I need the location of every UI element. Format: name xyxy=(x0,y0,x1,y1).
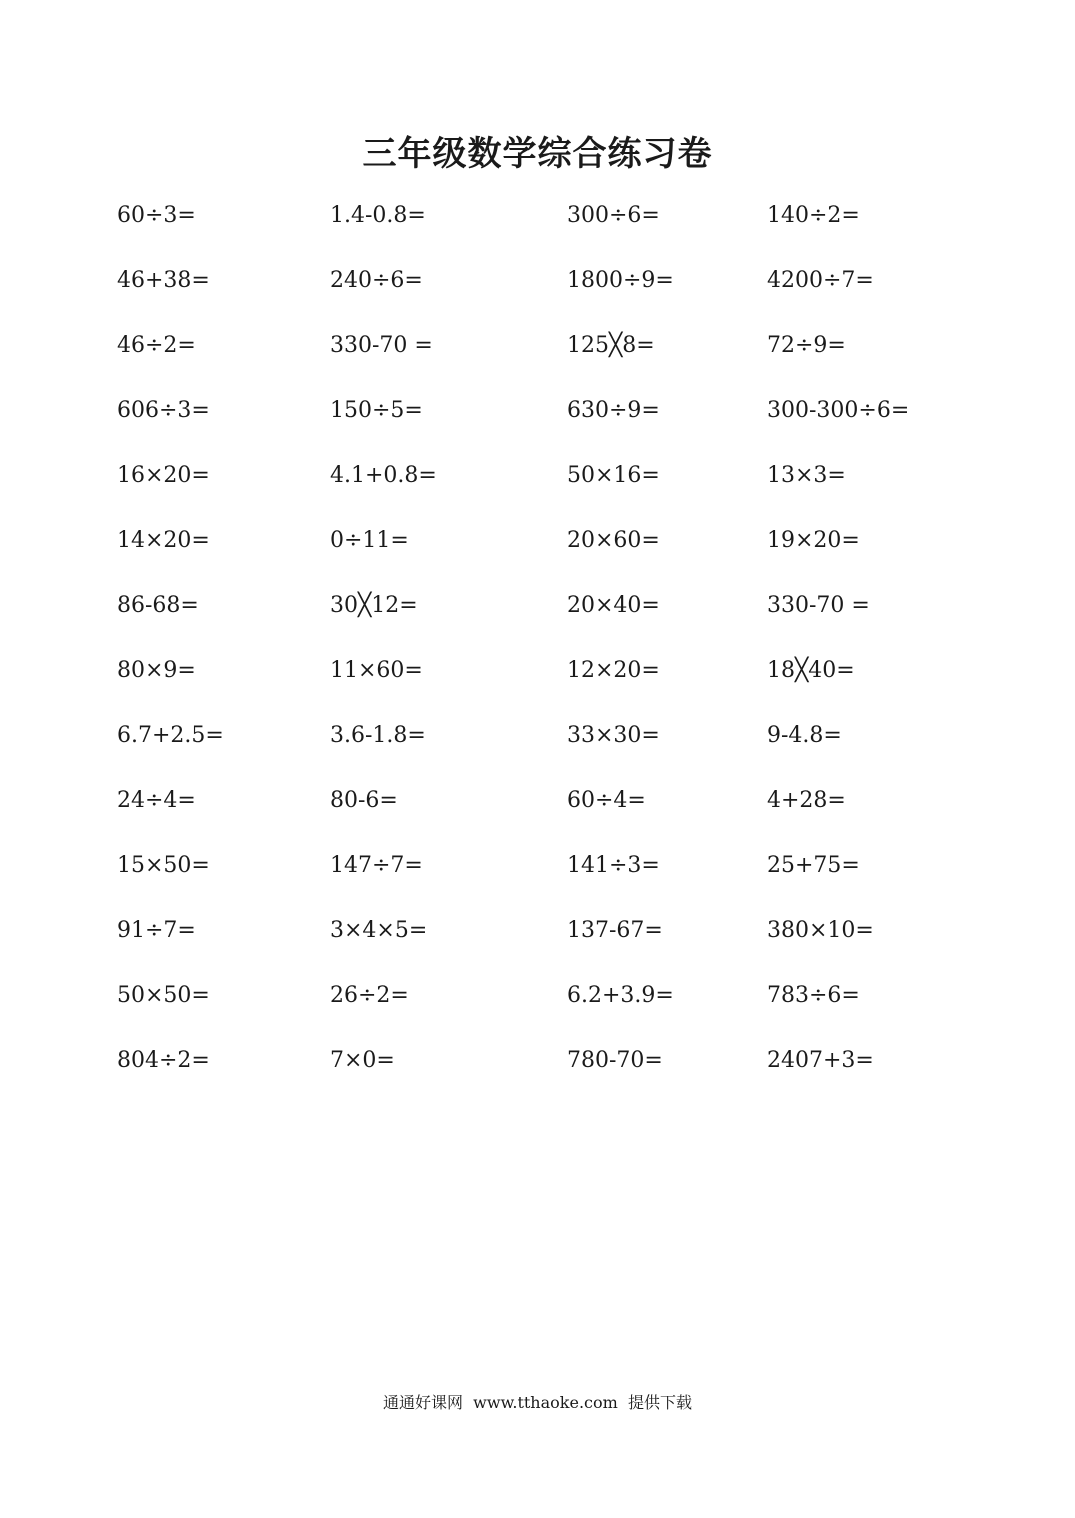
problem: 25+75= xyxy=(767,853,860,878)
problem-row xyxy=(0,326,1075,391)
problem: 46÷2= xyxy=(117,333,196,358)
problem: 13×3= xyxy=(767,463,846,488)
problem: 4.1+0.8= xyxy=(330,463,437,488)
problem: 14×20= xyxy=(117,528,210,553)
page-title: 三年级数学综合练习卷 xyxy=(362,134,713,174)
problem: 300÷6= xyxy=(567,203,660,228)
problem-row xyxy=(0,261,1075,326)
problem: 50×50= xyxy=(117,983,210,1008)
problem: 783÷6= xyxy=(767,983,860,1008)
problem: 60÷4= xyxy=(567,788,646,813)
problem: 380×10= xyxy=(767,918,874,943)
problem: 6.7+2.5= xyxy=(117,723,224,748)
problem: 19×20= xyxy=(767,528,860,553)
problem: 60÷3= xyxy=(117,203,196,228)
problem-row xyxy=(0,521,1075,586)
problem: 780-70= xyxy=(567,1048,663,1073)
problem: 240÷6= xyxy=(330,268,423,293)
problem: 300-300÷6= xyxy=(767,398,910,423)
problem-row xyxy=(0,716,1075,781)
problem-row xyxy=(0,1041,1075,1106)
problem: 50×16= xyxy=(567,463,660,488)
problem-grid xyxy=(0,196,1075,1106)
problem: 137-67= xyxy=(567,918,663,943)
problem: 2407+3= xyxy=(767,1048,874,1073)
problem: 91÷7= xyxy=(117,918,196,943)
problem: 20×60= xyxy=(567,528,660,553)
problem: 4+28= xyxy=(767,788,846,813)
problem: 804÷2= xyxy=(117,1048,210,1073)
problem: 80-6= xyxy=(330,788,398,813)
problem: 26÷2= xyxy=(330,983,409,1008)
problem: 16×20= xyxy=(117,463,210,488)
problem: 12×20= xyxy=(567,658,660,683)
problem: 630÷9= xyxy=(567,398,660,423)
problem-row xyxy=(0,781,1075,846)
problem: 1800÷9= xyxy=(567,268,674,293)
problem-row xyxy=(0,976,1075,1041)
problem-row xyxy=(0,846,1075,911)
problem: 140÷2= xyxy=(767,203,860,228)
problem: 141÷3= xyxy=(567,853,660,878)
problem-row xyxy=(0,586,1075,651)
problem: 6.2+3.9= xyxy=(567,983,674,1008)
problem: 330-70 = xyxy=(330,333,433,358)
problem: 125╳8= xyxy=(567,333,655,358)
problem: 86-68= xyxy=(117,593,199,618)
problem: 4200÷7= xyxy=(767,268,874,293)
problem: 0÷11= xyxy=(330,528,409,553)
problem: 18╳40= xyxy=(767,658,855,683)
problem: 33×30= xyxy=(567,723,660,748)
problem: 80×9= xyxy=(117,658,196,683)
problem: 7×0= xyxy=(330,1048,395,1073)
problem-row xyxy=(0,911,1075,976)
problem: 24÷4= xyxy=(117,788,196,813)
problem: 15×50= xyxy=(117,853,210,878)
problem: 20×40= xyxy=(567,593,660,618)
problem: 3.6-1.8= xyxy=(330,723,426,748)
footer-source: 通通好课网 www.tthaoke.com 提供下载 xyxy=(383,1393,692,1412)
problem-row xyxy=(0,196,1075,261)
problem: 1.4-0.8= xyxy=(330,203,426,228)
problem-row xyxy=(0,651,1075,716)
problem: 11×60= xyxy=(330,658,423,683)
problem: 147÷7= xyxy=(330,853,423,878)
problem: 9-4.8= xyxy=(767,723,842,748)
problem: 606÷3= xyxy=(117,398,210,423)
problem: 46+38= xyxy=(117,268,210,293)
problem-row xyxy=(0,391,1075,456)
problem: 30╳12= xyxy=(330,593,418,618)
problem: 3×4×5= xyxy=(330,918,428,943)
problem: 150÷5= xyxy=(330,398,423,423)
problem: 72÷9= xyxy=(767,333,846,358)
problem: 330-70 = xyxy=(767,593,870,618)
problem-row xyxy=(0,456,1075,521)
